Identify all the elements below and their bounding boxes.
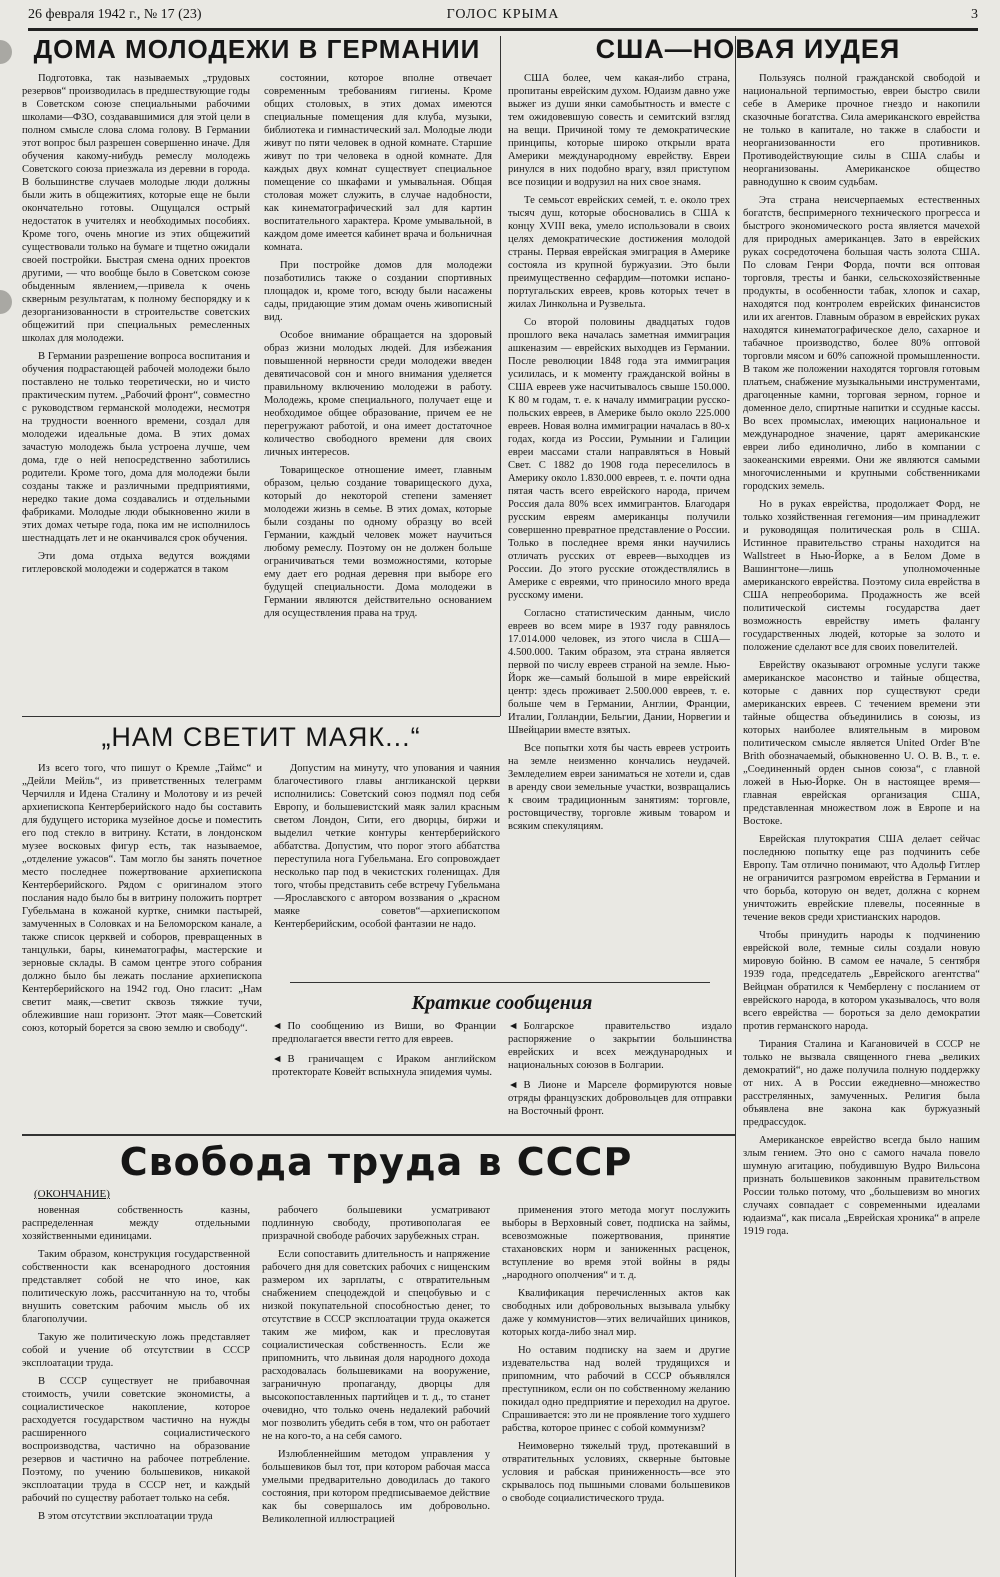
paragraph: Те семьсот еврейских семей, т. е. около трех тысяч душ, которые обосновались в США к концу XVIII века, умело использовали в своих целях демократические достижения молодой страны. Первая еврейская эмиграция в Америке состояла из крупной буржуазии. Это были преимущественно сефардим—потомки испано-португальских евреев, кровь которых течет в жилах Линкольна и Рузвельта. <box>508 195 730 310</box>
column-rule <box>735 36 736 1577</box>
running-header <box>28 0 978 31</box>
paragraph: Пользуясь полной гражданской свободой и национальной терпимостью, евреи быстро свили себе в Америке прочное гнездо и накопили сказочные богатства. Сила американского еврейства не только в капитале, но также в слабости и неорганизованности его противников. Противодействующие силы в США слабы и неорганизованы. Американское общество равнодушно к своим судьбам. <box>743 73 980 188</box>
article-title: ДОМА МОЛОДЕЖИ В ГЕРМАНИИ <box>33 34 481 64</box>
paragraph: рабочего большевики усматривают подлинную свободу, противополагая ее призрачной свободе рабочих зарубежных стран. <box>262 1205 490 1242</box>
briefs-column <box>508 1020 732 1125</box>
section-rule <box>22 716 500 717</box>
paragraph: Но оставим подписку на заем и другие издевательства над волей трудящихся и припомним, что рабочий в СССР объявлялся преступником, если он по собственному желанию покидал одно предприятие и переходил на другое. Спрашивается: это ли не проявление того худшего рабства, которое принес с собой коммунизм? <box>502 1345 730 1434</box>
article-column <box>743 72 980 1572</box>
article-title: Свобода труда в СССР <box>119 1140 633 1184</box>
paragraph: Согласно статистическим данным, число евреев во всем мире в 1937 году равнялось 17.014.000 человек, из этого числа в США—4.500.000. Таким образом, эта страна является первой по числу евреев страной на земле. Нью-Йорк же—самый большой в мире еврейский центр: здесь проживает 2.500.000 евреев, т. е. больше чем в Германии, Англии, Франции, Италии, Голландии, Бельгии, Дании, Норвегии и Швейцарии вместе взятых. <box>508 608 730 736</box>
binding-hole <box>0 40 12 64</box>
article-column <box>262 1204 490 1574</box>
paragraph: Со второй половины двадцатых годов прошлого века началась заметная иммиграция ашкеназим — еврейских выходцев из Германии. После революции 1848 года эта иммиграция усилилась, и к моменту гражданской войны в США евреев уже насчитывалось свыше 150.000. К 80 м годам, т. е. к началу иммиграции русско-польских евреев, в Америке было около 225.000 евреев. Новая волна иммиграции началась в 80-х годах, когда из России, Румынии и Галиции евреи массами стали направляться в Новый Свет. С 1882 до 1908 года переселилось в Америку около 1.830.000 евреев, т. е. почти одна пятая часть всего еврейского народа, причем Россия дала 80% всех иммигрантов. Благодаря русским евреям американцы получили совершенно превратное представление о России. Только в последнее время янки научились отличать русских от евреев—выходцев из России. До этого русские отождествлялись в Америке с евреями, что приносило много вреда русскому имени. <box>508 317 730 601</box>
paragraph: Особое внимание обращается на здоровый образ жизни молодых людей. Для избежания повышенной нервности среди молодежи введен девятичасовой сон и много внимания уделяется правильному включению молодежи в работу. Молодежь, кроме специального, получает еще и необходимое общее образование, причем ее не перегружают работой, и она имеет достаточное количество свободного времени для своих личных интересов. <box>264 330 492 458</box>
paragraph: При постройке домов для молодежи позаботились также о создании спортивных площадок и, кроме того, всюду были насажены сады, придающие этим домам очень живописный вид. <box>264 260 492 323</box>
article-labor-freedom <box>22 1140 730 1577</box>
brief-item: ◄ В граничащем с Ираком английском протекторате Ковейт вспыхнула эпидемия чумы. <box>272 1054 496 1078</box>
paragraph: Эти дома отдыха ведутся вождями гитлеровской молодежи и содержатся в таком <box>22 551 250 575</box>
paragraph: Тирания Сталина и Кагановичей в СССР не только не вызвала священного гнева „великих демократий“, но даже получила полную поддержку от них. А в России ежедневно—множество расстрелянных, замученных. Религия была объявлена вне закона как буржуазный предрассудок. <box>743 1039 980 1128</box>
paragraph: Товарищеское отношение имеет, главным образом, целью создание товарищеского духа, который до некоторой степени заменяет молодежи жизнь в семье. В этих домах, которые были созданы по одному образцу во всей Германии, каждый человек может научиться любому ремеслу. Поэтому он не должен больше ограничиваться теми возможностями, которые ему дает его родная деревня при выборе его будущей специальности. Дома молодежи в Германии являются действительно основанием для осуществления права на труд. <box>264 465 492 619</box>
paragraph: Излюбленнейшим методом управления у большевиков был тот, при котором рабочая масса умелыми предварительно доводилась до такого состояния, при котором предписываемое действие как бы совершалось им добровольно. Великолепной иллюстрацией <box>262 1449 490 1525</box>
paragraph: Неимоверно тяжелый труд, протекавший в отвратительных условиях, скверные бытовые условия и рабская приниженность—все это скрывалось под пышными словами большевиков о свободе социалистического труда. <box>502 1441 730 1504</box>
page-number: 3 <box>971 7 978 22</box>
arrow-bullet-icon: ◄ <box>272 1054 283 1065</box>
paragraph: Все попытки хотя бы часть евреев устроить на земле неизменно кончались неудачей. Земледелием евреи заниматься не хотели и, сдав в аренду свои земельные участки, возвращались к своим традиционным занятиям: торговле, ростовщичеству, торговле живым товаром и всяким спекуляциям. <box>508 743 730 832</box>
paragraph: Допустим на минуту, что упования и чаяния благочестивого главы англиканской церкви исполнились: Советский союз подмял под себя Европу, и большевистский маяк залил красным светом Лондон, Сити, его дворцы, биржи и выделил четкие контуры кентерберийского аббатства. Допустим, что порог этого аббатства переступила нога Губельмана. Его сопровождает несколько пар под в чекистских голенищах. Для того, чтобы представить себе встречу Губельмана—Ярославского с автором воззвания о „красном маяке советов“—архиепископом Кентерберийским, особой фантазии не надо. <box>274 763 500 930</box>
briefs-title: Краткие сообщения <box>411 992 593 1014</box>
paragraph: Таким образом, конструкция государственной собственности как всенародного достояния представляет собой не что иное, как политическую ложь, рассчитанную на то, чтобы внушить советским рабочим мысль об их благополучии. <box>22 1249 250 1325</box>
paragraph: Эта страна неисчерпаемых естественных богатств, беспримерного технического прогресса и быстрого экономического роста является мачехой для природных американцев. Зато в еврейских руках сосредоточена большая часть золота США. По словам Генри Форда, почти вся оптовая торговля, тресты и банки, сельскохозяйственные продукты, в особенности табак, хлопок и сахар, находятся под контролем еврейских финансистов или их агентов. Главным образом в еврейских руках находятся кинематографическое дело, сахарное и табачное производство, более 80% оптовой торговли мясом и 60% сапожной промышленности. В таком же положении находятся торговля готовым платьем, снабжение музыкальными инструментами, драгоценные камни, торговая зерном, горное и доменное дело, спиртные напитки и ссудные кассы. Во всех промыслах, имеющих национальное и международное значение, царят американские евреи либо единолично, либо в компании с заокеанскими евреями. Они же являются самыми многочисленными и крупными собственниками городских земель. <box>743 195 980 492</box>
article-column <box>264 72 492 702</box>
continuation-label: (ОКОНЧАНИЕ) <box>34 1188 110 1200</box>
news-briefs <box>272 992 732 1130</box>
paragraph: Американское еврейство всегда было нашим злым гением. Это оно с самого начала повело шумную агитацию, побудившую Вудро Вильсона признать большевиков законным правительством России только потому, что „большевизм во многих случаях совпадает с современными идеалами юдаизма“, как писала „Еврейская хроника“ в апреле 1919 года. <box>743 1135 980 1237</box>
brief-item: ◄ Болгарское правительство издало распоряжение о закрытии большинства еврейских и всех международных и национальных союзов в Болгарии. <box>508 1021 732 1071</box>
paragraph: состоянии, которое вполне отвечает современным требованиям гигиены. Кроме общих столовых, в этих домах имеются специальные помещения для клуба, музыки, библиотека и гимнастический зал. Молодые люди живут по пяти человек в одной комнате. Старшие живут по три человека в одной комнате. Для каждых двух комнат существует специальное помещение со шкафами и умывальная. Общая столовая может служить, в случае надобности, как кинематографический зал для картин воспитательного характера. Кроме умывальной, в каждом доме имеется кабинет врача и больничная комната. <box>264 73 492 253</box>
article-column <box>22 762 262 1122</box>
brief-item: ◄ В Лионе и Марселе формируются новые отряды французских добровольцев для отправки на Восточный фронт. <box>508 1080 732 1117</box>
article-column <box>22 1204 250 1574</box>
article-column <box>508 72 730 833</box>
arrow-bullet-icon: ◄ <box>508 1080 519 1091</box>
binding-hole <box>0 290 12 314</box>
paragraph: Еврейская плутократия США делает сейчас последнюю попытку еще раз подчинить себе Европу. Там отлично понимают, что Адольф Гитлер не ограничится разгромом еврейства в Германии и что борьба, которую он ведет, должна с корнем уничтожить еврейские плевелы, посеянные в течение веков среди христианских народов. <box>743 834 980 923</box>
paragraph: Из всего того, что пишут о Кремле „Таймс“ и „Дейли Мейль“, из приветственных телеграмм Черчилля и Идена Сталину и Молотову и из речей архиепископа Кентерберийского надо бы составить для будущего историка музейное досье и поместить его под стекло в витрину. Кстати, в лондонском музее восковых фигур есть, так называемое, „отделение ужасов“. Там могло бы занять почетное место последнее пожертвование архиепископа Кентерберийского. Рядом с оригиналом этого послания надо было бы в витрину положить портрет Губельмана в кожаной куртке, снимки пастырей, замученных в Соловках и на Беломорском канале, а также список церквей и соборов, превращенных в танцульки, бары, кинематографы, мастерские и зерновые склады. В самом центре этого собрания должно было бы лежать послание архиепископа Кентерберийского на 1942 год. Оно гласит: „Нам светит маяк,—светит сквозь тяжкие тучи, облежившие наш горизонт. Этот маяк—Советский союз, который борется за свою землю и свободу“. <box>22 763 262 1034</box>
paper-name: ГОЛОС КРЫМА <box>446 7 560 22</box>
brief-item: ◄ По сообщению из Виши, во Франции предполагается ввести гетто для евреев. <box>272 1021 496 1045</box>
article-column <box>502 1204 730 1574</box>
article-youth-homes <box>22 34 492 714</box>
article-title: США—НОВАЯ ИУДЕЯ <box>595 34 901 64</box>
paragraph: Еврейству оказывают огромные услуги также американское масонство и тайные общества, которые с давних пор существуют среди американских евреев. С течением времени эти тайные общества объединились в союзы, из которых наиболее влиятельным в мировом политическом смысле является United Order B'ne Brith обозначаемый, обыкновенно U. O. B. B., т. е. „Соединенный орден сынов союза“, с главной ложей в Нью-Йорке. Он в настоящее время—главная еврейская организация США, представленная множеством лож в Европе и на Востоке. <box>743 660 980 827</box>
issue-date: 26 февраля 1942 г., № 17 (23) <box>28 7 202 22</box>
column-rule <box>500 36 501 716</box>
article-title: „НАМ СВЕТИТ МАЯК...“ <box>101 722 421 752</box>
paragraph: Квалификация перечисленных актов как свободных или добровольных вызывала улыбку даже у коммунистов—этих величайших циников, которых когда-либо знал мир. <box>502 1288 730 1338</box>
arrow-bullet-icon: ◄ <box>272 1021 283 1032</box>
section-rule <box>22 1134 735 1136</box>
paragraph: Если сопоставить длительность и напряжение рабочего дня для советских рабочих с нищенским размером их зарплаты, с отвратительным снабжением спецодеждой и спецобувью и с низкой покупательной способностью денег, то отсутствие в СССР эксплоатации труда окажется таким же мифом, как и пресловутая социалистическая собственность. Если же припомнить, что львиная доля народного дохода расходовалась большевиками на вооружение, заграничную пропаганду, дворцы для высокопоставленных партийцев и т. д., то станет очевидно, что только очень недалекий рабочий мог позволить убедить себя в том, что он работает не на кого-то, а на себя самого. <box>262 1249 490 1442</box>
article-column <box>22 72 250 702</box>
paragraph: В Германии разрешение вопроса воспитания и обучения подрастающей рабочей молодежи было поставлено не только теоретически, но и чисто практическим путем. „Рабочий фронт“, совместно с руководством германской молодежи, несмотря на трудности военного времени, создал для молодежи идеальные дома. В этих домах зачастую молодежь была устроена лучше, чем дома, где о ней непосредственно заботились родители. Кроме того, дома для молодежи были созданы также и различными предприятиями, нередко такие дома создавались и отдельными фабриками. Молодые люди обыкновенно жили в этих домах четыре года, пока им не исполнилось шестнадцать лет и не оканчивался срок обучения. <box>22 351 251 544</box>
paragraph: Но в руках еврейства, продолжает Форд, не только хозяйственная гегемония—им принадлежит и руководящая политическая роль в США. Истинное правительство страны находится на Wallstreet в Нью-Йорке, а в Белом Доме в Вашингтоне—лишь уполномоченные американского еврейства. Поэтому сила еврейства в США непреоборима. Продажность же всей политической системы государства дает возможность еврейству иметь фалангу государственных людей, которые за золото и положение сделают все для своих повелителей. <box>743 499 980 653</box>
paragraph: Такую же политическую ложь представляет собой и учение об отсутствии в СССР эксплоатации труда. <box>22 1332 250 1369</box>
paragraph: Подготовка, так называемых „трудовых резервов“ производилась в предшествующие годы в Советском союзе специальными рабочими школами—ФЗО, создававшимися для этой цели в полном смысле слова слома голову. В Германии этот вопрос был разрешен совершенно иначе. Для обучения какому-нибудь ремеслу молодежь Советского союза приезжала из деревни в города. В большинстве случаев молодые люди должны были жить в общежитиях, которые еще не были окончательно готовы. Ощущался острый недостаток в учителях и необходимых пособиях. Кроме того, очень многие из этих общежитий существовали только на бумаге и тщетно ожидали своей постройки. Быстрая смена одних проектов другими, — что вообще было в Советском союзе обыденным явлением,—привела к очень скверным результатам, к полному беспорядку и к дезорганизованности в строительстве советских общежитий при специальных ремесленных школах для молодежи. <box>22 73 250 344</box>
arrow-bullet-icon: ◄ <box>508 1021 519 1032</box>
briefs-column <box>272 1020 496 1125</box>
paragraph: США более, чем какая-либо страна, пропитаны еврейским духом. Юдаизм давно уже выжег из души янки самобытность и вместе с тем ожидовевшую совесть и семитский взгляд на вещи. Причиной тому те демократические принципы, которые широко открыли врата Америки международному еврейству. Евреи ринулся в них подобно врагу, взял приступом все позиции и водрузил на них свое знамя. <box>508 73 730 188</box>
paragraph: В этом отсутствии эксплоатации труда <box>38 1511 213 1522</box>
paragraph: новенная собственность казны, распределенная между отдельными хозяйственными единицами. <box>22 1205 250 1242</box>
paragraph: Чтобы принудить народы к подчинению еврейской воле, темные силы создали новую мировую бойню. В самом ее начале, 5 сентября 1939 года, председатель „Еврейского агентства“ Вейцман обратился к Чемберлену с посланием от еврейского народа, в котором указывалось, что воля всего еврейства — бороться за дело демократии против германского народа. <box>743 930 980 1032</box>
paragraph: В СССР существует не прибавочная стоимость, учили советские экономисты, а социалистическое накопление, которое расходуется государством частично на нужды расширенного социалистического воспроизводства, частично на образование резервов и частично на рабочее потребление. Поэтому, по учению большевиков, никакой эксплоатации труда в СССР нет, и каждый рабочий по существу работает только на себя. <box>22 1376 250 1504</box>
paragraph: применения этого метода могут послужить выборы в Верховный совет, подписка на займы, всевозможные пожертвования, принятие стахановских норм и заниженных расценок, вступление во время этой войны в ряды „народного ополчения“ и т. д. <box>502 1205 730 1281</box>
